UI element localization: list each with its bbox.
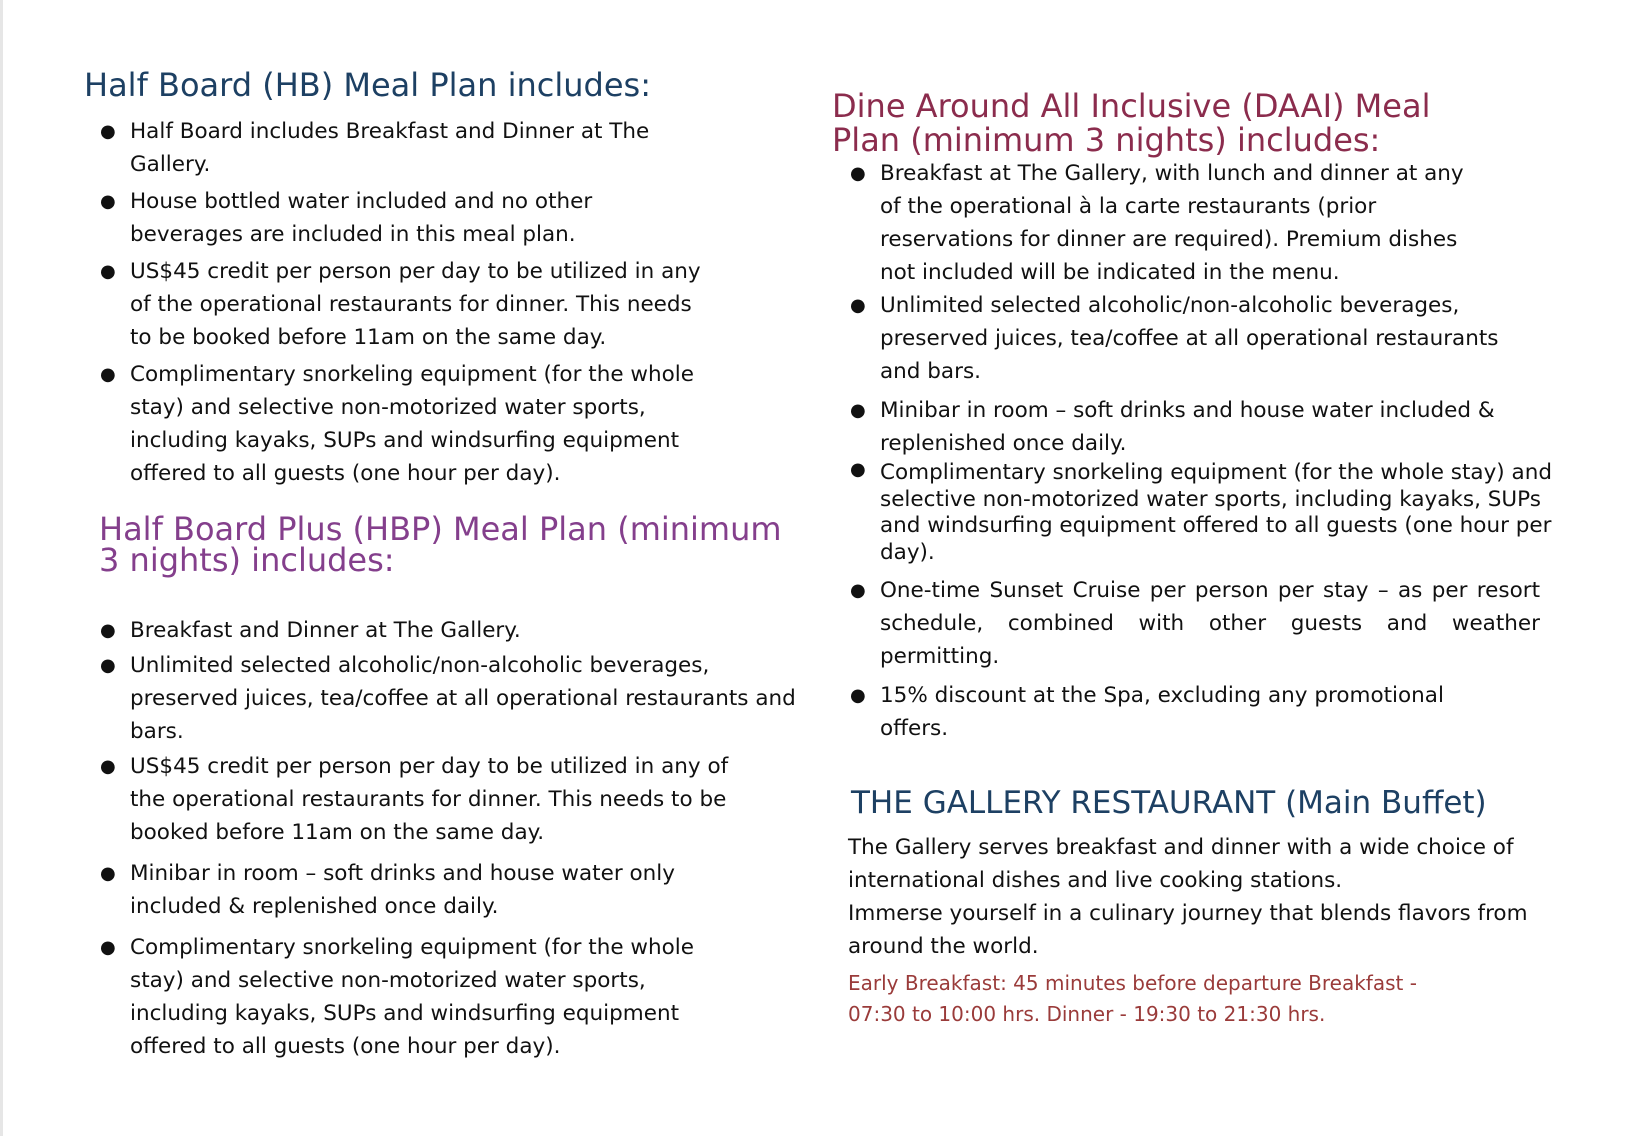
bullet-icon: ● [100, 364, 116, 385]
list-item [848, 679, 1510, 745]
list-item [98, 857, 730, 923]
list-item-text: Complimentary snorkeling equipment (for the whole stay) and selective non-motorized water sports, including kayaks, SUPs and windsurfing equipment offered to all guests (one hour per day). [130, 935, 694, 1059]
gallery-description [848, 831, 1568, 963]
list-item-text: Minibar in room – soft drinks and house water only included & replenished once daily. [130, 861, 675, 919]
bullet-icon: ● [850, 459, 866, 480]
hbp-plan-list [98, 614, 798, 1063]
bullet-icon: ● [100, 655, 116, 676]
list-item [98, 750, 740, 849]
list-item [98, 185, 708, 251]
list-item-text: Minibar in room – soft drinks and house water included & replenished once daily. [880, 398, 1495, 456]
list-item [98, 358, 708, 490]
list-item-text: 15% discount at the Spa, excluding any promotional offers. [880, 683, 1444, 741]
gallery-description-line-2: Immerse yourself in a culinary journey that blends flavors from around the world. [848, 901, 1528, 959]
bullet-icon: ● [850, 400, 866, 421]
list-item-text: US$45 credit per person per day to be utilized in any of the operational restaurants for dinner. This needs to be booked before 11am on the same day. [130, 259, 701, 350]
daai-plan-title: Dine Around All Inclusive (DAAI) Meal Plan (minimum 3 nights) includes: [832, 87, 1431, 159]
bullet-icon: ● [100, 191, 116, 212]
bullet-icon: ● [100, 937, 116, 958]
bullet-icon: ● [100, 620, 116, 641]
hbp-plan-title: Half Board Plus (HBP) Meal Plan (minimum 3 nights) includes: [99, 510, 782, 579]
list-item-text: Unlimited selected alcoholic/non-alcoholic beverages, preserved juices, tea/coffee at all operational restaurants and bars. [130, 653, 796, 744]
list-item-text: Unlimited selected alcoholic/non-alcoholic beverages, preserved juices, tea/coffee at all operational restaurants and bars. [880, 293, 1499, 384]
bullet-icon: ● [850, 580, 866, 601]
bullet-icon: ● [100, 756, 116, 777]
gallery-opening-hours: Early Breakfast: 45 minutes before departure Breakfast - 07:30 to 10:00 hrs. Dinner - 19:30 to 21:30 hrs. [848, 971, 1417, 1026]
list-item [98, 649, 798, 748]
bullet-icon: ● [850, 163, 866, 184]
gallery-description-line-1: The Gallery serves breakfast and dinner with a wide choice of international dishes and live cooking stations. [848, 835, 1514, 893]
list-item [98, 931, 740, 1063]
list-item-text: Half Board includes Breakfast and Dinner at The Gallery. [130, 119, 650, 177]
list-item-text: Breakfast and Dinner at The Gallery. [130, 618, 521, 643]
list-item-text: Complimentary snorkeling equipment (for the whole stay) and selective non-motorized water sports, including kayaks, SUPs and windsurfing equipment offered to all guests (one hour per day). [130, 362, 694, 486]
hb-plan-list [98, 115, 708, 490]
list-item [848, 460, 1580, 566]
page-left-border [0, 0, 3, 1136]
list-item [848, 394, 1520, 460]
bullet-icon: ● [100, 121, 116, 142]
list-item [848, 157, 1480, 289]
bullet-icon: ● [850, 685, 866, 706]
daai-plan-list [848, 157, 1568, 745]
list-item [98, 255, 708, 354]
bullet-icon: ● [100, 863, 116, 884]
gallery-restaurant-title: THE GALLERY RESTAURANT (Main Buffet) [851, 785, 1487, 821]
list-item [98, 614, 798, 647]
list-item-text: One-time Sunset Cruise per person per stay – as per resort schedule, combined with other guests and weather permitting. [880, 578, 1540, 669]
list-item-text: US$45 credit per person per day to be utilized in any of the operational restaurants for dinner. This needs to be booked before 11am on the same day. [130, 754, 729, 845]
list-item [848, 574, 1540, 673]
list-item [848, 289, 1520, 388]
hb-plan-title: Half Board (HB) Meal Plan includes: [84, 66, 651, 104]
list-item-text: Breakfast at The Gallery, with lunch and dinner at any of the operational à la carte restaurants (prior reservations for dinner are required). Premium dishes not included will be indicated in the menu. [880, 161, 1464, 285]
bullet-icon: ● [100, 261, 116, 282]
list-item [98, 115, 708, 181]
bullet-icon: ● [850, 295, 866, 316]
list-item-text: Complimentary snorkeling equipment (for the whole stay) and selective non-motorized water sports, including kayaks, SUPs and windsurfing equipment offered to all guests (one hour per day). [880, 460, 1552, 565]
list-item-text: House bottled water included and no other beverages are included in this meal plan. [130, 189, 593, 247]
